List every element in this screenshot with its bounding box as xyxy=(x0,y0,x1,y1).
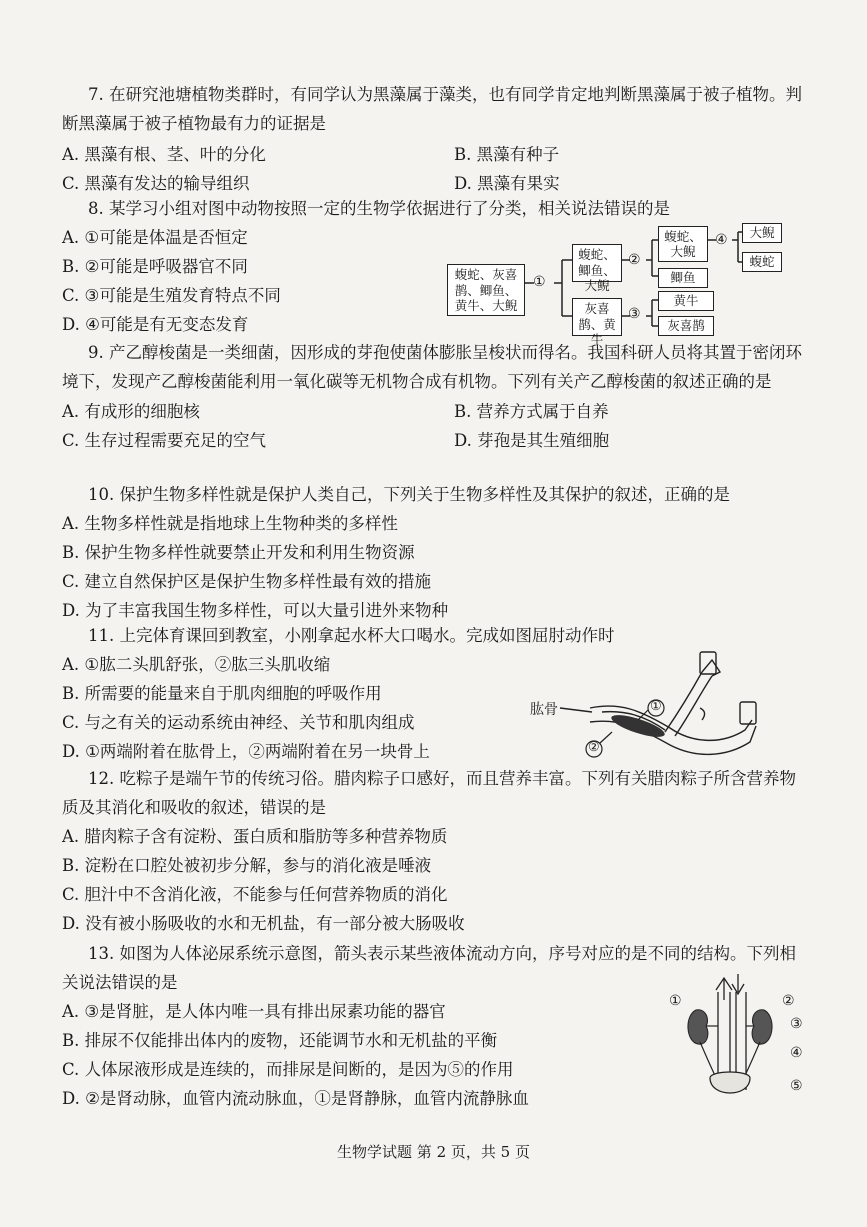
question-7 xyxy=(62,80,812,198)
option-d: D. 为了丰富我国生物多样性，可以大量引进外来物种 xyxy=(62,601,449,620)
question-stem: 12. 吃粽子是端午节的传统习俗。腊肉粽子口感好，而且营养丰富。下列有关腊肉粽子所含营养物质及其消化和吸收的叙述，错误的是 xyxy=(62,769,796,817)
question-stem: 11. 上完体育课回到教室，小刚拿起水杯大口喝水。完成如图屈肘动作时 xyxy=(88,626,615,645)
option-c: C. 生存过程需要充足的空气 xyxy=(62,431,267,450)
option-b: B. 所需要的能量来自于肌肉细胞的呼吸作用 xyxy=(62,684,382,703)
option-c: C. 人体尿液形成是连续的，而排尿是间断的，是因为⑤的作用 xyxy=(62,1060,514,1079)
question-stem: 8. 某学习小组对图中动物按照一定的生物学依据进行了分类，相关说法错误的是 xyxy=(88,199,670,218)
option-b: B. ②可能是呼吸器官不同 xyxy=(62,257,248,276)
question-10 xyxy=(62,480,812,625)
option-b: B. 淀粉在口腔处被初步分解，参与的消化液是唾液 xyxy=(62,856,432,875)
option-c: C. 建立自然保护区是保护生物多样性最有效的措施 xyxy=(62,572,432,591)
option-d: D. 芽孢是其生殖细胞 xyxy=(454,431,610,450)
question-stem: 9. 产乙醇梭菌是一类细菌，因形成的芽孢使菌体膨胀呈梭状而得名。我国科研人员将其置于密闭环境下，发现产乙醇梭菌能利用一氧化碳等无机物合成有机物。下列有关产乙醇梭菌的叙述正确的是 xyxy=(62,343,802,391)
page-footer: 生物学试题 第 2 页，共 5 页 xyxy=(337,1143,530,1161)
option-a: A. ①肱二头肌舒张，②肱三头肌收缩 xyxy=(62,655,331,674)
node-g12: 鲫鱼 xyxy=(658,268,708,288)
option-b: B. 排尿不仅能排出体内的废物，还能调节水和无机盐的平衡 xyxy=(62,1031,498,1050)
node-g22: 灰喜鹊 xyxy=(658,316,714,336)
option-d: D. 没有被小肠吸收的水和无机盐，有一部分被大肠吸收 xyxy=(62,914,465,933)
option-b: B. 营养方式属于自养 xyxy=(454,402,609,421)
option-d: D. ②是肾动脉，血管内流动脉血，①是肾静脉，血管内流静脉血 xyxy=(62,1089,529,1108)
option-d: D. ④可能是有无变态发育 xyxy=(62,315,249,334)
question-stem: 13. 如图为人体泌尿系统示意图，箭头表示某些液体流动方向，序号对应的是不同的结构。下列相关说法错误的是 xyxy=(62,944,796,992)
label-3: ③ xyxy=(628,306,641,322)
label-4: ④ xyxy=(715,232,728,248)
option-a: A. 有成形的细胞核 xyxy=(62,402,200,421)
option-c: C. ③可能是生殖发育特点不同 xyxy=(62,286,281,305)
node-g111: 大鲵 xyxy=(742,223,782,243)
option-d: D. 黑藻有果实 xyxy=(454,174,560,193)
label-humerus: 肱骨 xyxy=(530,702,558,718)
option-b: B. 保护生物多样性就要禁止开发和利用生物资源 xyxy=(62,543,415,562)
label-1: ① xyxy=(650,699,662,714)
option-a: A. 腊肉粽子含有淀粉、蛋白质和脂肪等多种营养物质 xyxy=(62,827,448,846)
label-2: ② xyxy=(628,252,641,268)
label-1: ① xyxy=(669,993,682,1009)
node-g1: 蝮蛇、鲫鱼、大鲵 xyxy=(572,244,622,282)
node-g112: 蝮蛇 xyxy=(742,252,782,272)
node-root: 蝮蛇、灰喜鹊、鲫鱼、黄牛、大鲵 xyxy=(447,264,525,316)
label-2: ② xyxy=(782,993,795,1009)
node-g11: 蝮蛇、大鲵 xyxy=(658,226,708,262)
urinary-drawing xyxy=(680,970,800,1105)
label-4: ④ xyxy=(790,1045,803,1061)
option-b: B. 黑藻有种子 xyxy=(454,145,560,164)
label-5: ⑤ xyxy=(790,1078,803,1094)
option-c: C. 与之有关的运动系统由神经、关节和肌肉组成 xyxy=(62,713,415,732)
option-c: C. 黑藻有发达的输导组织 xyxy=(62,174,250,193)
question-stem: 10. 保护生物多样性就是保护人类自己，下列关于生物多样性及其保护的叙述，正确的是 xyxy=(88,485,730,504)
option-a: A. 黑藻有根、茎、叶的分化 xyxy=(62,145,266,164)
label-2: ② xyxy=(588,740,600,755)
option-a: A. ③是肾脏，是人体内唯一具有排出尿素功能的器官 xyxy=(62,1002,446,1021)
option-d: D. ①两端附着在肱骨上，②两端附着在另一块骨上 xyxy=(62,742,430,761)
option-c: C. 胆汁中不含消化液，不能参与任何营养物质的消化 xyxy=(62,885,448,904)
question-12 xyxy=(62,764,812,938)
node-g21: 黄牛 xyxy=(658,291,714,311)
label-3: ③ xyxy=(790,1016,803,1032)
node-g2: 灰喜鹊、黄牛 xyxy=(572,298,622,336)
question-9 xyxy=(62,338,812,455)
option-a: A. ①可能是体温是否恒定 xyxy=(62,228,248,247)
question-stem: 7. 在研究池塘植物类群时，有同学认为黑藻属于藻类，也有同学肯定地判断黑藻属于被子植物。判断黑藻属于被子植物最有力的证据是 xyxy=(62,85,802,133)
label-1: ① xyxy=(533,274,546,290)
option-a: A. 生物多样性就是指地球上生物种类的多样性 xyxy=(62,514,398,533)
